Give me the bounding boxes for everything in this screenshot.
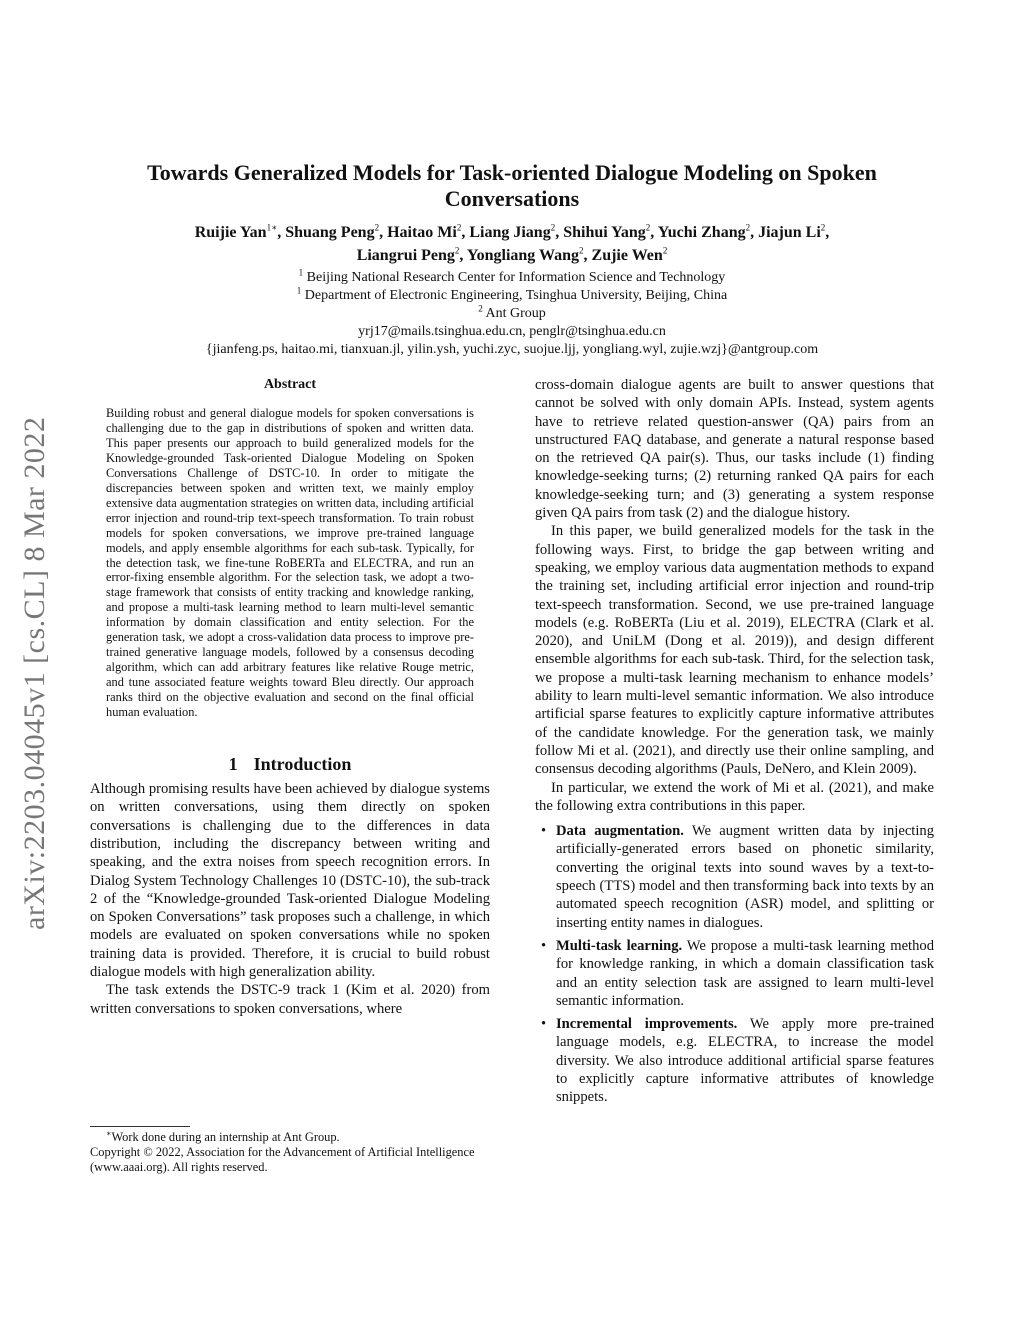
author-name: Zujie Wen <box>591 247 663 264</box>
email-line: yrj17@mails.tsinghua.edu.cn, penglr@tsinghua.edu.cn <box>358 324 666 339</box>
footnote-text: ∗Work done during an internship at Ant Group. <box>106 1128 340 1144</box>
author-name: Haitao Mi <box>387 224 457 241</box>
affiliation: $^1$ Beijing National Research Center for Information Science and Technology <box>298 267 726 285</box>
author-name: Shihui Yang <box>563 224 646 241</box>
author-name: Liangrui Peng <box>356 247 455 264</box>
author-name: Jiajun Li <box>758 224 821 241</box>
author-affiliation-mark: 2 <box>456 222 462 233</box>
bullet-icon: • <box>541 937 547 954</box>
affiliation: $^1$ Department of Electronic Engineering, Tsinghua University, Beijing, China <box>296 285 728 303</box>
author-name: Liang Jiang <box>469 224 551 241</box>
right-column <box>535 376 934 1112</box>
author-line: Ruijie Yan$^{1∗}$, Shuang Peng$^2$, Haitao Mi$^2$, Liang Jiang$^2$, Shihui Yang$^2$, Yuchi Zhang$^2$, Jiajun Li$^2$, <box>194 222 830 241</box>
author-affiliation-mark: 2 <box>645 222 651 233</box>
author-affiliation-mark: 2 <box>662 245 668 256</box>
paragraph: Although promising results have been achieved by dialogue systems on written conversations, using them directly on spoken conversations is challenging due to the differences in data distribution, including the discrepancy between writing and speaking, and the extra noises from speech recognition errors. In Dialog System Technology Challenges 10 (DSTC-10), the sub-track 2 of the “Knowledge-grounded Task-oriented Dialogue Modeling on Spoken Conversations” task proposes such a challenge, in which models are evaluated on spoken conversations while no spoken training data is provided. Therefore, it is crucial to build robust dialogue models with high generalization ability. <box>90 781 490 980</box>
author-affiliation-mark: 2 <box>550 222 556 233</box>
author-affiliation-mark: 1∗ <box>266 222 278 233</box>
author-list <box>90 221 934 267</box>
paper-title: Towards Generalized Models for Task-oriented Dialogue Modeling on Spoken Conversations <box>147 160 877 211</box>
author-name: Yongliang Wang <box>466 247 580 264</box>
list-item: • Incremental improvements. We apply more pre-trained language models, e.g. ELECTRA, to increase the model diversity. We also introduce additional artificial sparse features to explicitly capture informative attributes of knowledge snippets. <box>541 1016 935 1106</box>
author-affiliation-mark: 2 <box>579 245 584 256</box>
author-affiliation-mark: 2 <box>374 222 380 233</box>
contribution-list <box>535 822 934 1106</box>
section-heading <box>90 753 490 775</box>
author-name: Shuang Peng <box>285 224 375 241</box>
paragraph: cross-domain dialogue agents are built to answer questions that cannot be solved with only domain APIs. Instead, system agents have to retrieve related question-answer (QA) pairs from an unstructured FAQ database, and generate a natural response based on the retrieved QA pair(s). Thus, our tasks include (1) finding knowledge-seeking turns; (2) returning ranked QA pairs for each knowledge-seeking turn; and (3) generating a system response given QA pairs from task (2) and the dialogue history. <box>535 377 934 522</box>
affiliation: $^2$ Ant Group <box>478 303 546 321</box>
paper-header <box>90 160 934 359</box>
bullet-icon: • <box>541 1016 547 1033</box>
section-number: 1 <box>228 754 238 775</box>
author-affiliation-mark: 2 <box>454 245 460 256</box>
list-item: • Multi-task learning. We propose a multi-task learning method for knowledge ranking, in which a domain classification task and an entity selection task are assigned to learn multi-level semantic information. <box>541 937 934 1009</box>
author-name: Ruijie Yan <box>194 224 267 241</box>
email-line: {jianfeng.ps, haitao.mi, tianxuan.jl, yilin.ysh, yuchi.zyc, suojue.ljj, yongliang.wyl, zujie.wzj}@antgroup.com <box>205 342 819 357</box>
author-name: Yuchi Zhang <box>657 224 746 241</box>
arxiv-identifier: arXiv:2203.04045v1 [cs.CL] 8 Mar 2022 <box>18 416 51 930</box>
footnote <box>90 1126 490 1176</box>
paragraph: In this paper, we build generalized models for the task in the following ways. First, to bridge the gap between writing and speaking, we employ various data augmentation methods to expand the training set, including artificial error injection and round-trip text-speech transformation. Second, we use pre-trained language models (e.g. RoBERTa (Liu et al. 2019), ELECTRA (Clark et al. 2020), and UniLM (Dong et al. 2019)), and design different ensemble algorithms for each sub-task. Third, for the selection task, we propose a multi-task learning mechanism to enhance models’ ability to learn multi-level semantic information. We also introduce artificial sparse features to explicitly capture informative attributes of the candidate knowledge. For the generation task, we mainly follow Mi et al. (2021), and directly use their online sampling, and consensus decoding algorithms (Pauls, DeNero, and Klein 2009). <box>535 523 934 778</box>
affiliations <box>90 269 934 359</box>
section-title: Introduction <box>253 754 352 775</box>
footnote-rule <box>90 1126 190 1127</box>
author-affiliation-mark: 2 <box>745 222 751 233</box>
abstract-title: Abstract <box>263 377 317 392</box>
paragraph: The task extends the DSTC-9 track 1 (Kim et al. 2020) from written conversations to spoken conversations, where <box>90 982 490 1017</box>
abstract-text: Building robust and general dialogue models for spoken conversations is challenging due to the gap in distributions of spoken and written data. This paper presents our approach to build generalized models for the Knowledge-grounded Task-oriented Dialogue Modeling on Spoken Conversations Challenge of DSTC-10. In order to mitigate the discrepancies between spoken and written text, we mainly employ extensive data augmentation strategies on written data, including artificial error injection and round-trip text-speech transformation. To train robust models for spoken conversations, we improve pre-trained language models, and apply ensemble algorithms for each sub-task. Typically, for the detection task, we fine-tune RoBERTa and ELECTRA, and run an error-fixing ensemble algorithm. For the selection task, we adopt a two-stage framework that consists of entity tracking and knowledge ranking, and propose a multi-task learning method to learn multi-level semantic information by domain classification and entity selection. For the generation task, we adopt a cross-validation data process to improve pre-trained generative language models, followed by a consensus decoding algorithm, which can add arbitrary features like relative Rouge metric, and tune associated feature weights toward Bleu directly. Our approach ranks third on the objective evaluation and second on the final official human evaluation. <box>106 406 474 720</box>
bullet-icon: • <box>541 823 547 840</box>
copyright-notice: Copyright © 2022, Association for the Advancement of Artificial Intelligence (www.aaai.org). All rights reserved. <box>90 1145 475 1175</box>
paragraph: In particular, we extend the work of Mi et al. (2021), and make the following extra contributions in this paper. <box>535 779 934 814</box>
list-item: • Data augmentation. We augment written data by injecting artificially-generated errors based on phonetic similarity, converting the original texts into sound waves by a text-to-speech (TTS) model and then transforming back into texts by an automated speech recognition (ASR) model, and splitting or inserting entity names in dialogues. <box>541 823 934 931</box>
author-affiliation-mark: 2 <box>820 222 826 233</box>
left-column <box>90 376 490 1018</box>
author-line: Liangrui Peng$^2$, Yongliang Wang$^2$, Zujie Wen$^2$ <box>356 245 668 264</box>
